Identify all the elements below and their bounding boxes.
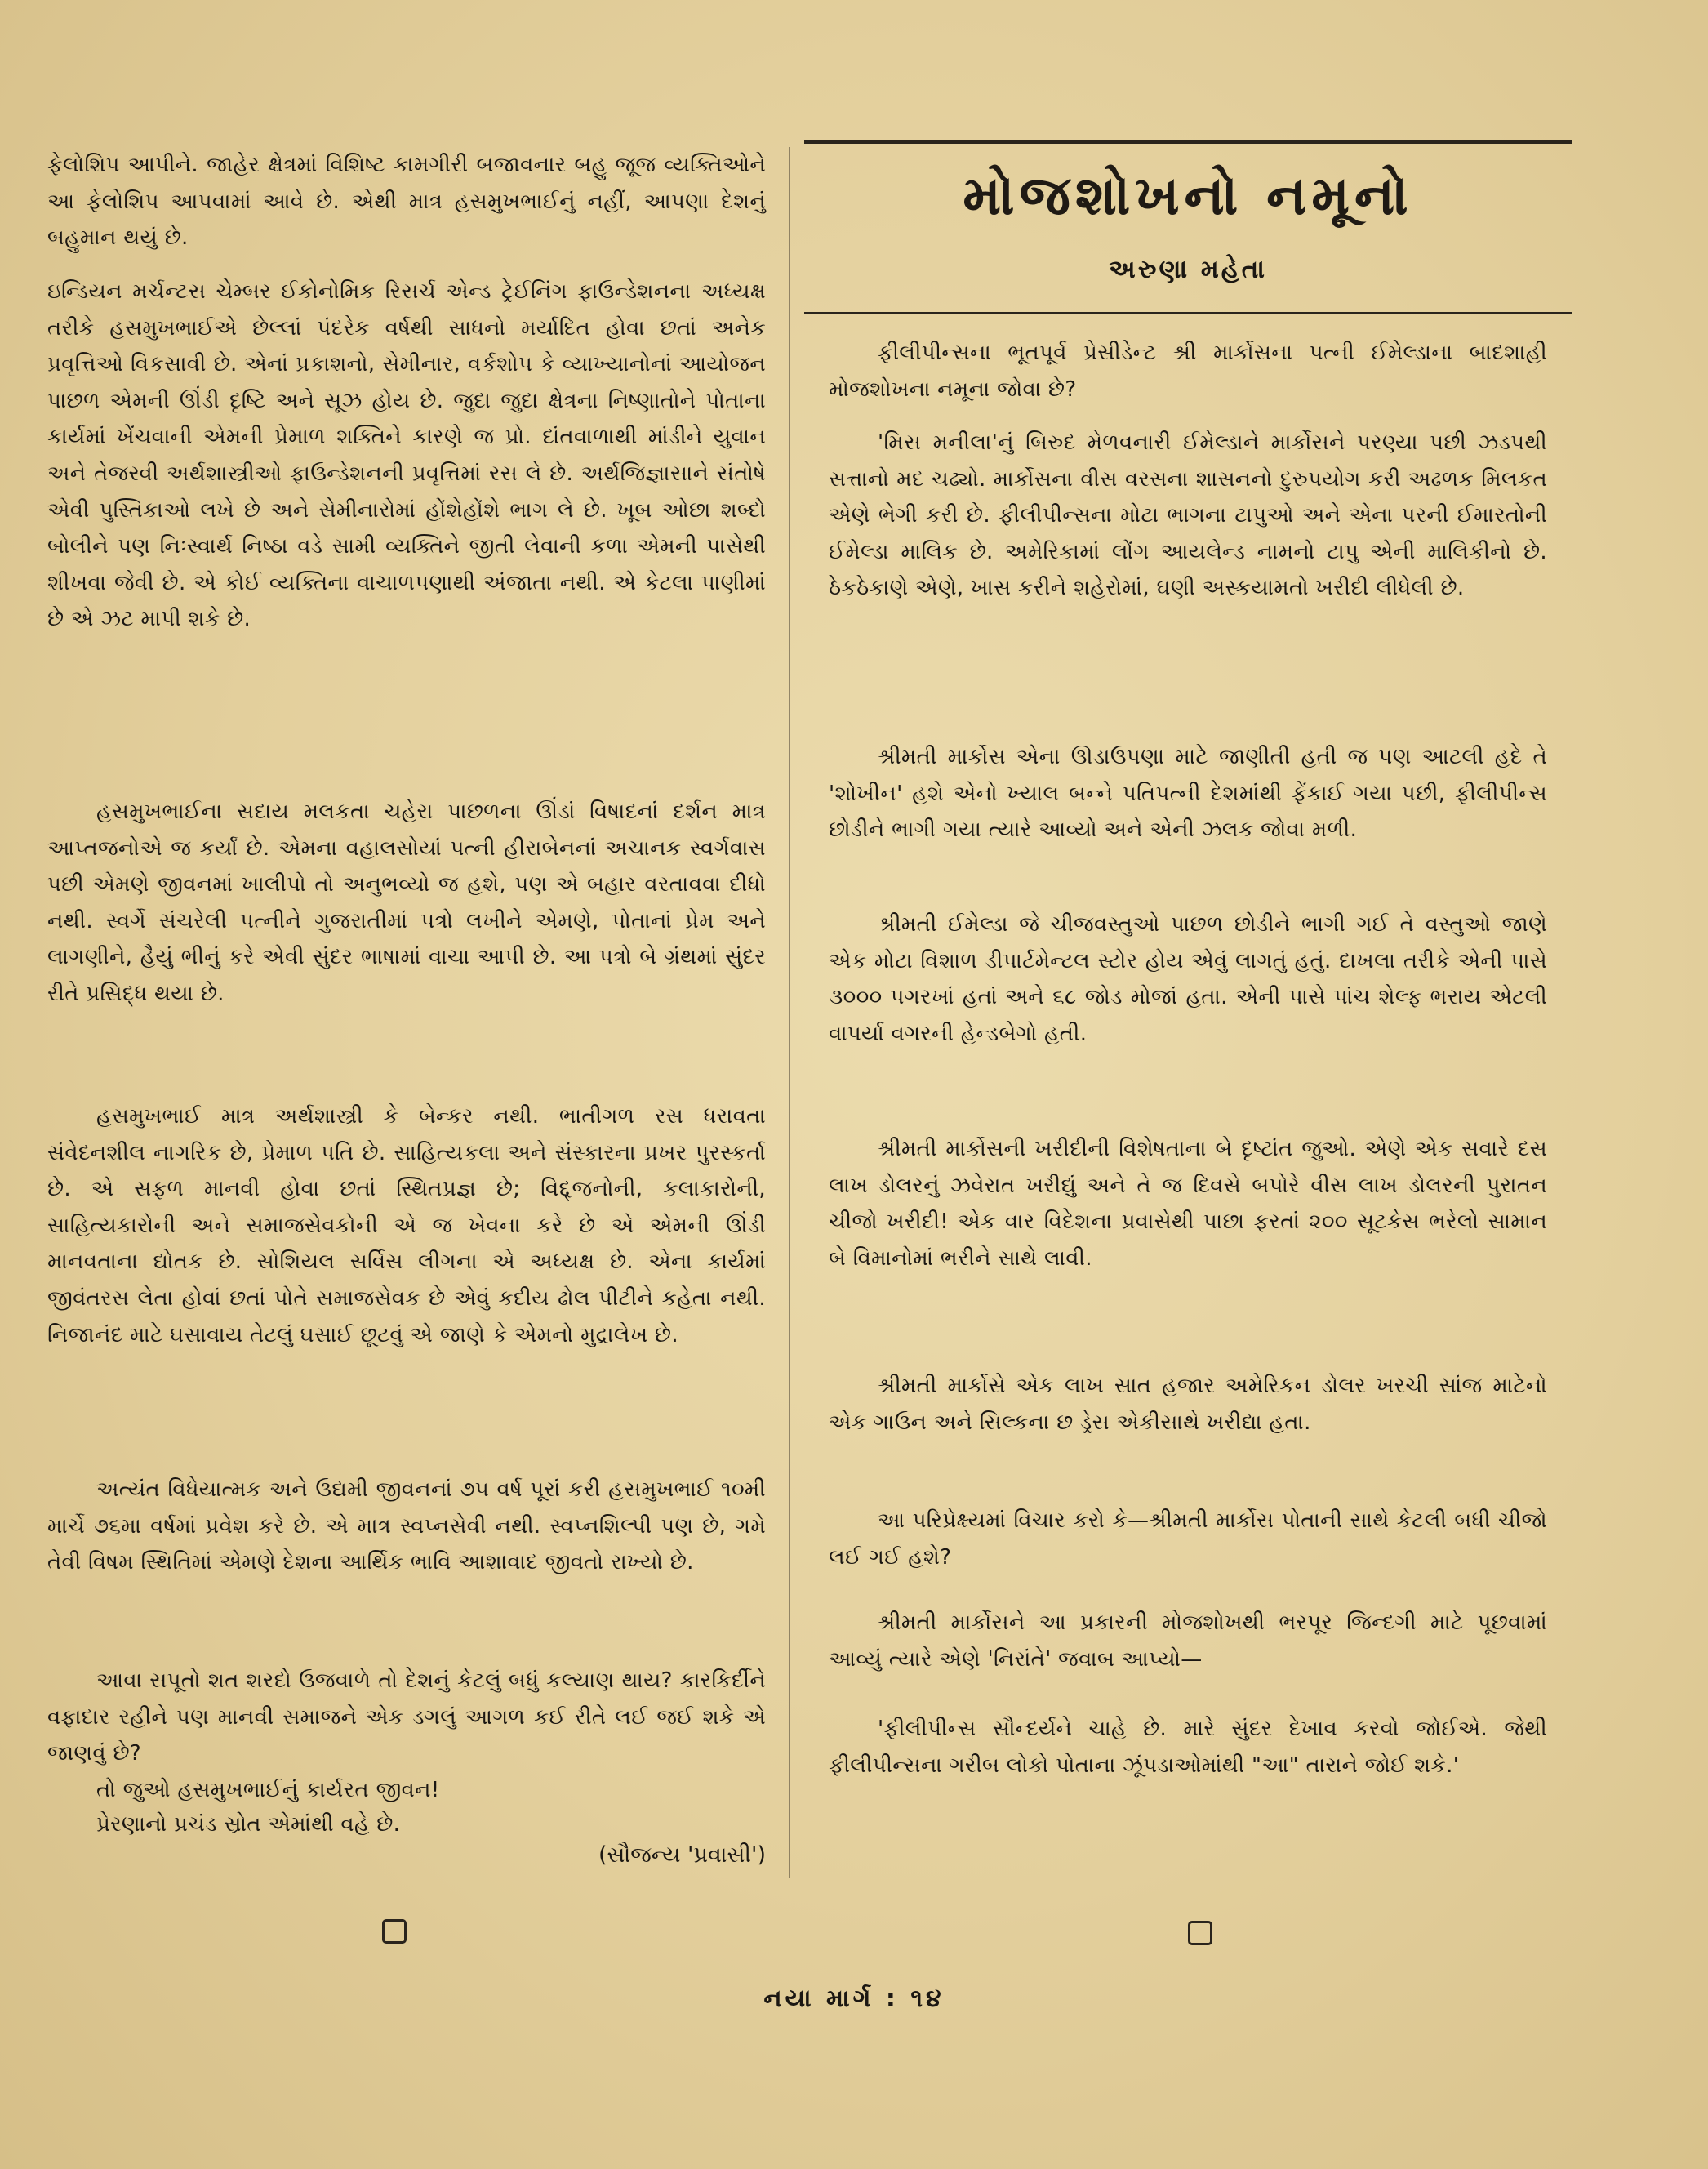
left-paragraph: હસમુખભાઈ માત્ર અર્થશાસ્ત્રી કે બેન્કર નથી. ભાતીગળ રસ ધરાવતા સંવેદનશીલ નાગરિક છે, પ્રેમાળ પતિ છે. સાહિત્યકલા અને સંસ્કારના પ્રખર પુરસ્કર્તા છે. એ સફળ માનવી હોવા છતાં સ્થિતપ્રજ્ઞ છે; વિદ્દ્જનોની, કલાકારોની, સાહિત્યકારોની અને સમાજસેવકોની એ જ ખેવના કરે છે એ એમની ઊંડી માનવતાના દ્યોતક છે. સોશિયલ સર્વિસ લીગના એ અધ્યક્ષ છે. એના કાર્યમાં જીવંતરસ લેતા હોવાં છતાં પોતે સમાજસેવક છે એવું કદીય ઢોલ પીટીને કહેતા નથી. નિજાનંદ માટે ઘસાવાય તેટલું ઘસાઈ છૂટવું એ જાણે કે એમનો મુદ્રાલેખ છે. [47,1104,766,1347]
left-paragraph: અત્યંત વિધેયાત્મક અને ઉદ્યમી જીવનનાં ૭૫ વર્ષ પૂરાં કરી હસમુખભાઈ ૧૦મી માર્ચે ૭૬મા વર્ષમાં પ્રવેશ કરે છે. એ માત્ર સ્વપ્નસેવી નથી. સ્વપ્નશિલ્પી પણ છે, ગમે તેવી વિષમ સ્થિતિમાં એમણે દેશના આર્થિક ભાવિ આશાવાદ જીવતો રાખ્યો છે. [47,1477,766,1575]
left-paragraph: પ્રેરણાનો પ્રચંડ સ્રોત એમાંથી વહે છે. [96,1812,401,1837]
article-title: મોજશોખનો નમૂનો [963,163,1413,227]
left-paragraph: હસમુખભાઈના સદાય મલકતા ચહેરા પાછળના ઊંડાં વિષાદનાં દર્શન માત્ર આપ્તજનોએ જ કર્યાં છે. એમના વહાલસોયાં પત્ની હીરાબેનનાં અચાનક સ્વર્ગવાસ પછી એમણે જીવનમાં ખાલીપો તો અનુભવ્યો જ હશે, પણ એ બહાર વરતાવવા દીધો નથી. સ્વર્ગે સંચરેલી પત્નીને ગુજરાતીમાં પત્રો લખીને એમણે, પોતાનાં પ્રેમ અને લાગણીને, હૈયું ભીનું કરે એવી સુંદર ભાષામાં વાચા આપી છે. આ પત્રો બે ગ્રંથમાં સુંદર રીતે પ્રસિદ્ધ થયા છે. [47,799,766,1006]
article-paragraph: શ્રીમતી ઈમેલ્ડા જે ચીજવસ્તુઓ પાછળ છોડીને ભાગી ગઈ તે વસ્તુઓ જાણે એક મોટા વિશાળ ડીપાર્ટમેન્ટલ સ્ટોર હોય એવું લાગતું હતું. દાખલા તરીકે એની પાસે ૩૦૦૦ પગરખાં હતાં અને ૬૮ જોડ મોજાં હતા. એની પાસે પાંચ શેલ્ફ ભરાય એટલી વાપર્યા વગરની હેન્ડબેગો હતી. [829,912,1547,1046]
page-footer: નયા માર્ગ : ૧૪ [763,1984,945,2013]
title-rule [804,312,1572,314]
article-paragraph: શ્રીમતી માર્કોસ એના ઊડાઉપણા માટે જાણીતી હતી જ પણ આટલી હદે તે 'શોખીન' હશે એનો ખ્યાલ બન્ને પતિપત્ની દેશમાંથી ફેંકાઈ ગયા પછી, ફીલીપીન્સ છોડીને ભાગી ગયા ત્યારે આવ્યો અને એની ઝલક જોવા મળી. [829,745,1547,843]
column-divider [789,147,790,1878]
article-paragraph: 'ફીલીપીન્સ સૌન્દર્યને ચાહે છે. મારે સુંદર દેખાવ કરવો જોઈએ. જેથી ફીલીપીન્સના ગરીબ લોકો પોતાના ઝૂંપડાઓમાંથી "આ" તારાને જોઈ શકે.' [829,1717,1547,1778]
end-mark-icon [1188,1921,1212,1945]
article-paragraph: 'મિસ મનીલા'નું બિરુદ મેળવનારી ઈમેલ્ડાને માર્કોસને પરણ્યા પછી ઝડપથી સત્તાનો મદ ચઢ્યો. માર્કોસના વીસ વરસના શાસનનો દુરુપયોગ કરી અઢળક મિલકત એણે ભેગી કરી છે. ફીલીપીન્સના મોટા ભાગના ટાપુઓ અને એના પરની ઈમારતોની ઈમેલ્ડા માલિક છે. અમેરિકામાં લોંગ આયલેન્ડ નામનો ટાપુ એની માલિકીનો છે. ઠેકઠેકાણે એણે, ખાસ કરીને શહેરોમાં, ઘણી અસ્કયામતો ખરીદી લીધેલી છે. [829,430,1547,601]
left-paragraph: તો જુઓ હસમુખભાઈનું કાર્યરત જીવન! [96,1778,440,1802]
left-paragraph: ઇન્ડિયન મર્ચન્ટસ ચેમ્બર ઈકોનોમિક રિસર્ચ એન્ડ ટ્રેઈનિંગ ફાઉન્ડેશનના અધ્યક્ષ તરીકે હસમુખભાઈએ છેલ્લાં પંદરેક વર્ષથી સાધનો મર્યાદિત હોવા છતાં અનેક પ્રવૃત્તિઓ વિકસાવી છે. એનાં પ્રકાશનો, સેમીનાર, વર્કશોપ કે વ્યાખ્યાનોનાં આયોજન પાછળ એમની ઊંડી દૃષ્ટિ અને સૂઝ હોય છે. જુદા જુદા ક્ષેત્રના નિષ્ણાતોને પોતાના કાર્યમાં ખેંચવાની એમની પ્રેમાળ શક્તિને કારણે જ પ્રો. દાંતવાળાથી માંડીને યુવાન અને તેજસ્વી અર્થશાસ્ત્રીઓ ફાઉન્ડેશનની પ્રવૃત્તિમાં રસ લે છે. અર્થજિજ્ઞાસાને સંતોષે એવી પુસ્તિકાઓ લખે છે અને સેમીનારોમાં હોંશેહોંશે ભાગ લે છે. ખૂબ ઓછા શબ્દો બોલીને પણ નિઃસ્વાર્થ નિષ્ઠા વડે સામી વ્યક્તિને જીતી લેવાની કળા એમની પાસેથી શીખવા જેવી છે. એ કોઈ વ્યક્તિના વાચાળપણાથી અંજાતા નથી. એ કેટલા પાણીમાં છે એ ઝટ માપી શકે છે. [47,279,766,632]
end-mark-icon [382,1919,407,1944]
left-paragraph: ફેલોશિપ આપીને. જાહેર ક્ષેત્રમાં વિશિષ્ટ કામગીરી બજાવનાર બહુ જૂજ વ્યક્તિઓને આ ફેલોશિપ આપવામાં આવે છે. એથી માત્ર હસમુખભાઈનું નહીં, આપણા દેશનું બહુમાન થયું છે. [47,153,766,251]
credit-line: (સૌજન્ય 'પ્રવાસી') [598,1842,766,1868]
article-paragraph: શ્રીમતી માર્કોસે એક લાખ સાત હજાર અમેરિકન ડોલર ખરચી સાંજ માટેનો એક ગાઉન અને સિલ્કના છ ડ્રેસ એકીસાથે ખરીદ્યા હતા. [829,1374,1547,1435]
top-rule [804,140,1572,144]
article-paragraph: શ્રીમતી માર્કોસની ખરીદીની વિશેષતાના બે દૃષ્ટાંત જુઓ. એણે એક સવારે દસ લાખ ડોલરનું ઝવેરાત ખરીદ્યું અને તે જ દિવસે બપોરે વીસ લાખ ડોલરની પુરાતન ચીજો ખરીદી! એક વાર વિદેશના પ્રવાસેથી પાછા ફરતાં ૨૦૦ સૂટકેસ ભરેલો સામાન બે વિમાનોમાં ભરીને સાથે લાવી. [829,1137,1547,1271]
article-paragraph: ફીલીપીન્સના ભૂતપૂર્વ પ્રેસીડેન્ટ શ્રી માર્કોસના પત્ની ઈમેલ્ડાના બાદશાહી મોજશોખના નમૂના જોવા છે? [829,341,1547,402]
left-paragraph: આવા સપૂતો શત શરદો ઉજવાળે તો દેશનું કેટલું બધું કલ્યાણ થાય? કારકિર્દીને વફાદાર રહીને પણ માનવી સમાજને એક ડગલું આગળ કઈ રીતે લઈ જઈ શકે એ જાણવું છે? [47,1668,766,1766]
article-author: અરુણા મહેતા [1109,255,1267,284]
article-paragraph: શ્રીમતી માર્કોસને આ પ્રકારની મોજશોખથી ભરપૂર જિન્દગી માટે પૂછવામાં આવ્યું ત્યારે એણે 'નિરાંતે' જવાબ આપ્યો— [829,1610,1547,1672]
article-paragraph: આ પરિપ્રેક્ષ્યમાં વિચાર કરો કે—શ્રીમતી માર્કોસ પોતાની સાથે કેટલી બધી ચીજો લઈ ગઈ હશે? [829,1508,1547,1570]
